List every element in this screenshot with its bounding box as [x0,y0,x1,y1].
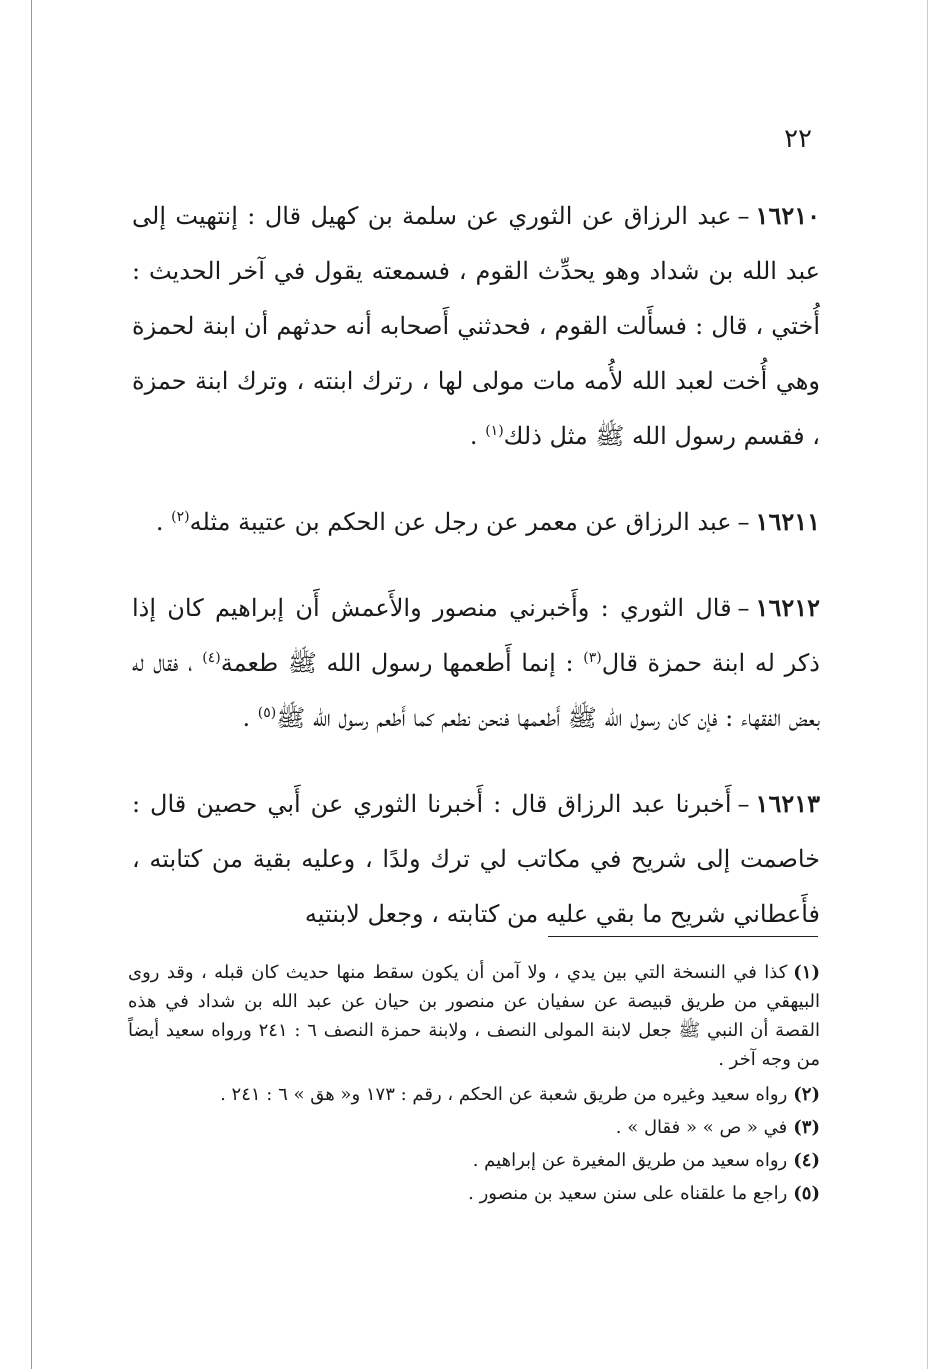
footnote-number: (٣) [793,1117,820,1138]
footnote-2 [128,1080,820,1109]
entry-number: ١٦٢١٠ [755,201,820,230]
footnote-number: (٥) [793,1183,820,1204]
footnote-divider [548,936,818,937]
footnote-ref-1: (١) [485,423,504,439]
entry-number: ١٦٢١٣ [755,789,820,818]
footnote-1 [128,958,820,1074]
hadith-entry-16213: ١٦٢١٣–أَخبرنا عبد الرزاق قال : أَخبرنا الثوري عن أَبي حصين قال : خاصمت إلى شريح في مكاتب لي ترك ولدًا ، وعليه بقية من كتابته ، فأَعطاني شريح ما بقي عليه من كتابته ، وجعل لابنتيه [132,789,820,928]
footnotes [128,958,820,1212]
footnote-text: كذا في النسخة التي بين يدي ، ولا آمن أن يكون سقط منها حديث كان قبله ، وقد روى البيهقي من طريق قبيصة عن سفيان عن منصور بن حيان عن عبد الله بن شداد في هذه القصة أن النبي ﷺ جعل لابنة المولى النصف ، ولابنة حمزة النصف ٦ : ٢٤١ ورواه سعيد أيضاً من وجه آخر . [128,962,820,1070]
footnote-3 [128,1113,820,1142]
entry-end: . [242,704,258,732]
footnote-ref-2: (٢) [171,509,190,525]
main-text [132,188,820,956]
hadith-entry-16211: ١٦٢١١–عبد الرزاق عن معمر عن رجل عن الحكم بن عتيبة مثله$^{(٢)}$ . [155,507,820,536]
footnote-4 [128,1146,820,1175]
hadith-entry-16212: ١٦٢١٢–قال الثوري : وأَخبرني منصور والأَعمش أَن إبراهيم كان إذا ذكر له ابنة حمزة قال$^{(٣)}$ : إنما أَطعمها رسول الله ﷺ طعمة$^{(٤)}$ ، فقال له بعض الفقهاء : فإن كان رسول الله ﷺ أَطعمها فنحن نطعم كما أَطعم رسول الله ﷺ$^{(٥)}$ . [132,593,820,732]
entry-text: عبد الرزاق عن الثوري عن سلمة بن كهيل قال : إنتهيت إلى عبد الله بن شداد وهو يحدِّث القوم ، فسمعته يقول في آخر الحديث : أُختي ، قال : فسأَلت القوم ، فحدثني أَصحابه أنه حدثهم أن ابنة لحمزة وهي أُخت لعبد الله لأُمه مات مولى لها ، رترك ابنته ، وترك ابنة حمزة ، فقسم رسول الله ﷺ مثل ذلك [132,202,821,450]
hadith-entry-16210: ١٦٢١٠–عبد الرزاق عن الثوري عن سلمة بن كهيل قال : إنتهيت إلى عبد الله بن شداد وهو يحدِّث القوم ، فسمعته يقول في آخر الحديث : أُختي ، قال : فسأَلت القوم ، فحدثني أَصحابه أنه حدثهم أن ابنة لحمزة وهي أُخت لعبد الله لأُمه مات مولى لها ، رترك ابنته ، وترك ابنة حمزة ، فقسم رسول الله ﷺ مثل ذلك$^{(١)}$ . [132,201,821,450]
footnote-text: راجع ما علقناه على سنن سعيد بن منصور . [468,1183,788,1204]
entry-text: ، فقال له بعض الفقهاء : فإن كان رسول الله ﷺ أَطعمها فنحن نطعم كما أَطعم رسول الله ﷺ [132,649,820,732]
entry-end: . [155,508,172,536]
footnote-ref-3: (٣) [583,650,602,666]
footnote-ref-4: (٤) [202,650,221,666]
entry-text: عبد الرزاق عن معمر عن رجل عن الحكم بن عتيبة مثله [189,508,732,536]
footnote-number: (٤) [793,1150,820,1171]
entry-number: ١٦٢١١ [755,507,820,536]
entry-number: ١٦٢١٢ [755,593,820,622]
entry-text: أَخبرنا عبد الرزاق قال : أَخبرنا الثوري عن أَبي حصين قال : خاصمت إلى شريح في مكاتب لي ترك ولدًا ، وعليه بقية من كتابته ، فأَعطاني شريح ما بقي عليه من كتابته ، وجعل لابنتيه [132,790,820,928]
footnote-number: (٢) [793,1084,820,1105]
entry-text: : إنما أَطعمها رسول الله ﷺ طعمة [220,649,584,677]
scan-edge-right [927,0,928,1369]
footnote-ref-5: (٥) [257,705,277,721]
entry-text: قال الثوري : وأَخبرني منصور والأَعمش أَن إبراهيم كان إذا ذكر له ابنة حمزة قال [132,594,820,677]
footnote-text: رواه سعيد من طريق المغيرة عن إبراهيم . [472,1150,788,1171]
page-number: ٢٢ [784,124,812,154]
scan-edge-left [31,0,32,1369]
footnote-number: (١) [793,962,820,983]
footnote-text: في « ص » « فقال » . [615,1117,788,1138]
footnote-5 [128,1179,820,1208]
footnote-text: رواه سعيد وغيره من طريق شعبة عن الحكم ، رقم : ١٧٣ و« هق » ٦ : ٢٤١ . [220,1084,788,1105]
entry-end: . [469,422,486,450]
